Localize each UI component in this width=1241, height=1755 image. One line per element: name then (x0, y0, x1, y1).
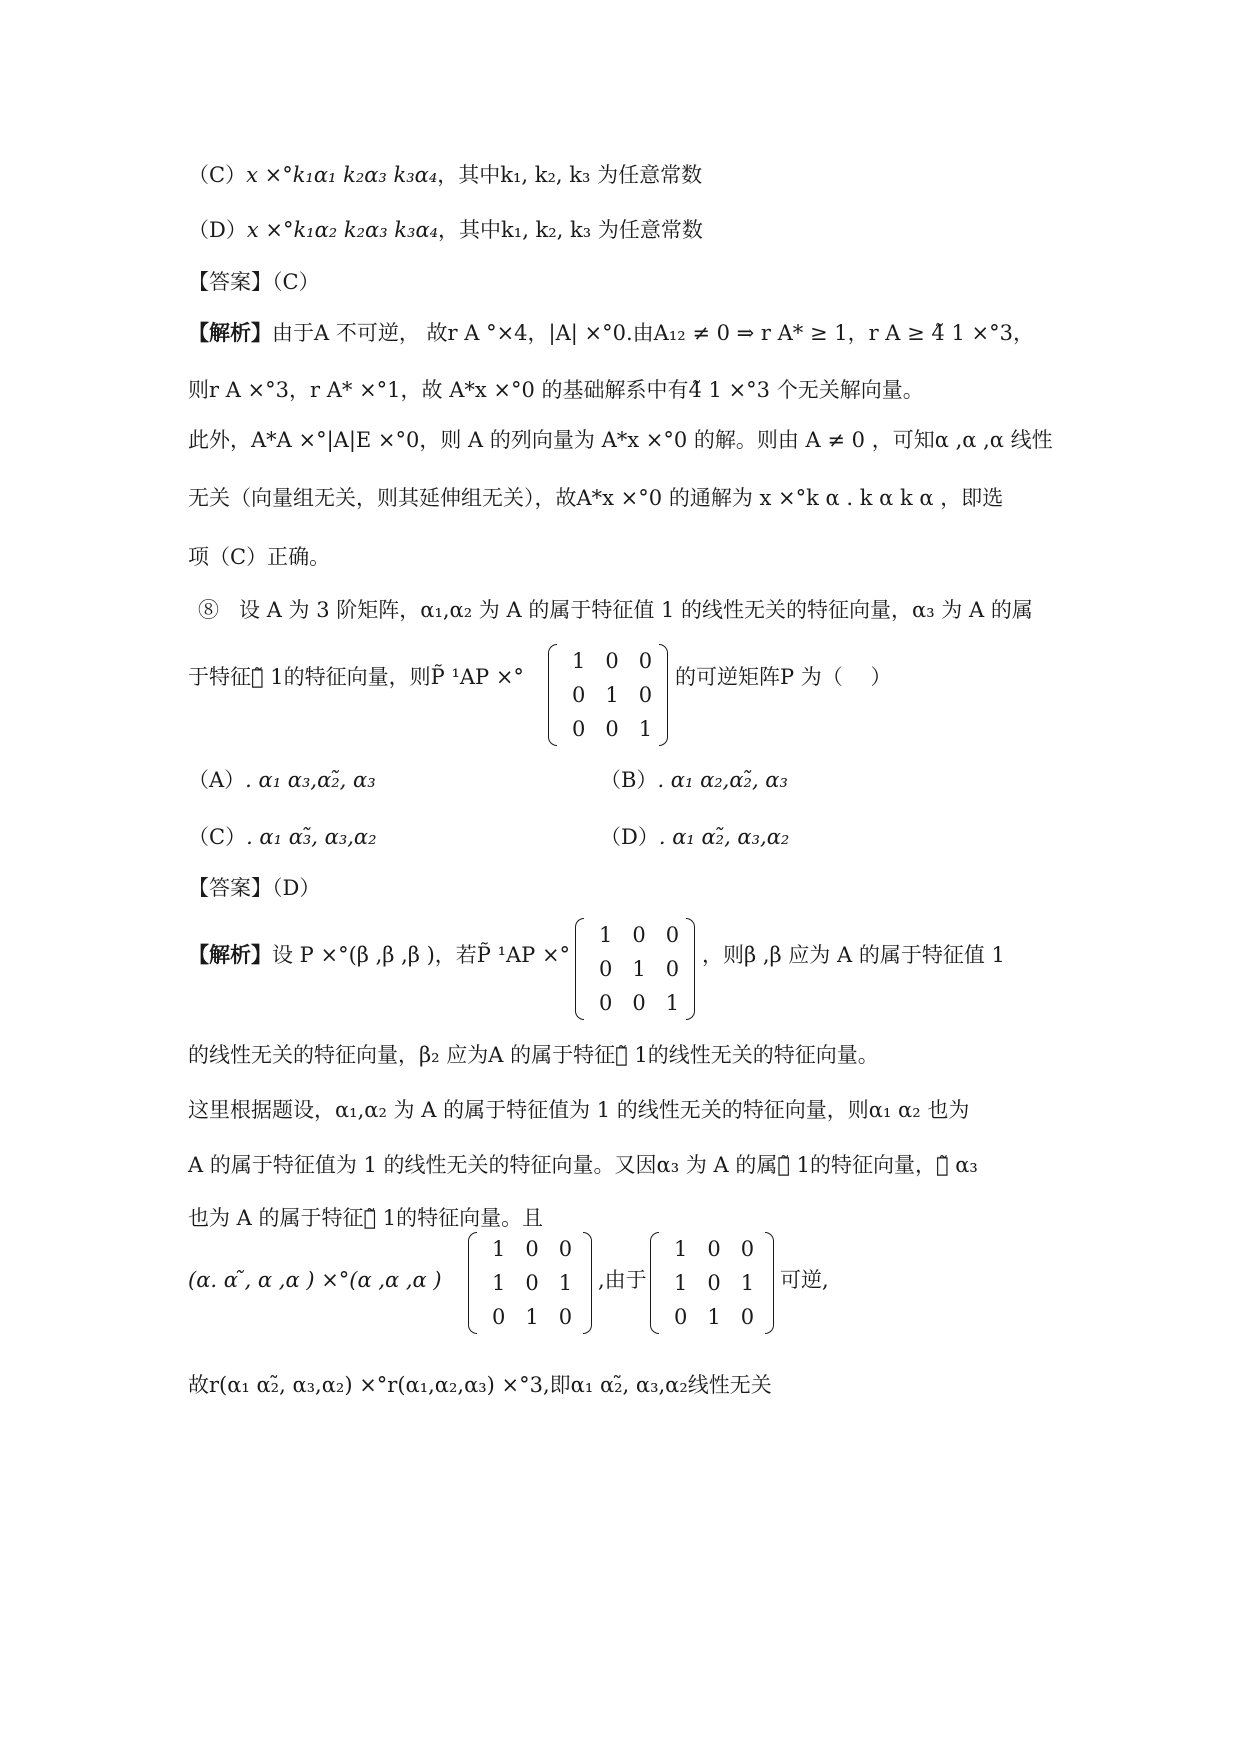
question-8-line-2-tail (675, 662, 891, 692)
analysis-text: 无关（向量组无关，则其延伸组无关），故A*x ×°0 的通解为 x ×°k α . k α k α ，即选 (188, 486, 1004, 510)
matrix-grid (562, 644, 662, 746)
matrix-cell: 0 (674, 1305, 688, 1329)
analysis-text: 设 P ×°(β ,β ,β )，若P̃ ¹AP ×° (272, 943, 571, 967)
matrix-cell: 0 (632, 991, 646, 1015)
matrix-cell: 0 (605, 717, 619, 741)
analysis2-line-1-tail (702, 940, 1005, 970)
option-label: （D） (188, 218, 247, 242)
analysis-text: 的线性无关的特征向量，β₂ 应为A 的属于特征值̃ 1的线性无关的特征向量。 (188, 1043, 879, 1067)
analysis2-line-1 (188, 940, 570, 970)
answer-value: （D） (272, 876, 321, 900)
equation-text: ,由于 (598, 1268, 647, 1292)
analysis2-line-4 (188, 1150, 978, 1180)
matrix-cell: 0 (740, 1237, 755, 1261)
analysis-line-4 (188, 483, 1003, 513)
analysis2-line-5 (188, 1203, 543, 1233)
option-expression: x ×°k₁α₂ k₂α₃ k₃α₄ (246, 218, 439, 242)
answer-line (188, 873, 320, 903)
matrix-cell: 1 (525, 1305, 539, 1329)
matrix-cell: 0 (707, 1237, 721, 1261)
matrix-cell: 1 (558, 1271, 573, 1295)
question-8-line-2 (188, 662, 524, 692)
matrix-cell: 0 (558, 1305, 573, 1329)
equation-mid (598, 1265, 647, 1295)
matrix-left-bracket (650, 1232, 659, 1334)
question-matrix (548, 644, 668, 746)
analysis-line-1 (188, 318, 1034, 348)
choice-expression: . α₁ α₃,α₂̃, α₃ (245, 768, 376, 792)
question-text: 的可逆矩阵P 为（ ） (675, 665, 892, 689)
answer-label: 【答案】 (188, 876, 272, 900)
analysis-matrix (575, 918, 695, 1020)
option-tail: ，其中k₁, k₂, k₃ 为任意常数 (438, 218, 703, 242)
matrix-cell: 0 (707, 1271, 721, 1295)
analysis2-line-7 (188, 1370, 772, 1400)
equation-lhs (188, 1265, 442, 1295)
question-text: 于特征值̃ 1的特征向量，则P̃ ¹AP ×° (188, 665, 524, 689)
analysis2-line-2 (188, 1040, 879, 1070)
matrix-cell: 0 (525, 1271, 539, 1295)
matrix-cell: 0 (599, 991, 613, 1015)
matrix-right-bracket (765, 1232, 774, 1334)
matrix-cell: 0 (605, 649, 619, 673)
option-c-line (188, 160, 702, 190)
matrix-grid (482, 1232, 582, 1334)
analysis-line-3 (188, 425, 1053, 455)
matrix-cell: 1 (572, 649, 586, 673)
analysis-text: A 的属于特征值为 1 的线性无关的特征向量。又因α₃ 为 A 的属于̃ 1的特征向量，则̃ α₃ (188, 1153, 978, 1177)
analysis-label: 【解析】 (188, 320, 272, 345)
matrix-cell: 0 (492, 1305, 506, 1329)
option-tail: ，其中k₁, k₂, k₃ 为任意常数 (437, 163, 703, 187)
choice-label: （C） (188, 825, 247, 849)
answer-value: （C） (272, 270, 320, 294)
question-number: ⑧ (198, 598, 219, 622)
matrix-cell: 0 (638, 649, 653, 673)
choice-label: （B） (600, 768, 658, 792)
matrix-cell: 0 (572, 683, 586, 707)
choice-a (188, 765, 376, 795)
analysis-text: 这里根据题设，α₁,α₂ 为 A 的属于特征值为 1 的线性无关的特征向量，则α₁ α₂ 也为 (188, 1098, 970, 1122)
matrix-cell: 1 (740, 1271, 755, 1295)
analysis2-line-3 (188, 1095, 969, 1125)
choice-expression: . α₁ α₃̃, α₃,α₂ (246, 825, 377, 849)
answer-line (188, 267, 320, 297)
matrix-grid (589, 918, 689, 1020)
matrix-cell: 1 (599, 923, 613, 947)
choice-label: （D） (600, 825, 659, 849)
matrix-right-bracket (583, 1232, 592, 1334)
matrix-cell: 0 (665, 957, 680, 981)
analysis-line-5 (188, 542, 330, 572)
matrix-cell: 0 (525, 1237, 539, 1261)
analysis-line-2 (188, 375, 924, 405)
analysis-text: 也为 A 的属于特征值̃ 1的特征向量。且 (188, 1206, 544, 1230)
matrix-cell: 1 (638, 717, 653, 741)
analysis-text: 此外，A*A ×°|A|E ×°0，则 A 的列向量为 A*x ×°0 的解。则由 A ≠ 0 ，可知α ,α ,α 线性 (188, 428, 1053, 452)
matrix-cell: 1 (492, 1271, 506, 1295)
equation-text: 可逆, (780, 1268, 829, 1292)
choice-expression: . α₁ α₂,α₂̃, α₃ (657, 768, 788, 792)
matrix-cell: 0 (599, 957, 613, 981)
matrix-left-bracket (575, 918, 584, 1020)
choice-d (600, 822, 789, 852)
matrix-cell: 0 (572, 717, 586, 741)
matrix-left-bracket (468, 1232, 477, 1334)
choice-label: （A） (188, 768, 246, 792)
matrix-cell: 1 (674, 1237, 688, 1261)
analysis-text: 故r(α₁ α₂̃, α₃,α₂) ×°r(α₁,α₂,α₃) ×°3,即α₁ α₂̃, α₃,α₂线性无关 (188, 1373, 772, 1397)
analysis-text: ，则β ,β 应为 A 的属于特征值 1 (702, 943, 1005, 967)
equation-text: (α. α ̃, α ,α ) ×°(α ,α ,α ) (188, 1268, 442, 1292)
matrix-cell: 0 (558, 1237, 573, 1261)
choice-c (188, 822, 377, 852)
equation-tail (780, 1265, 829, 1295)
matrix-cell: 0 (665, 923, 680, 947)
matrix-cell: 0 (632, 923, 646, 947)
analysis-text: 项（C）正确。 (188, 545, 331, 569)
equation-matrix-1 (468, 1232, 592, 1334)
matrix-cell: 0 (638, 683, 653, 707)
matrix-cell: 1 (605, 683, 619, 707)
matrix-right-bracket (686, 918, 695, 1020)
matrix-grid (664, 1232, 764, 1334)
matrix-cell: 1 (665, 991, 680, 1015)
matrix-cell: 1 (674, 1271, 688, 1295)
option-d-line (188, 215, 703, 245)
matrix-cell: 1 (632, 957, 646, 981)
choice-b (600, 765, 788, 795)
choice-expression: . α₁ α₂̃, α₃,α₂ (658, 825, 790, 849)
matrix-cell: 1 (707, 1305, 721, 1329)
analysis-text: 则r A ×°3，r A* ×°1，故 A*x ×°0 的基础解系中有4̃ 1 ×°3 个无关解向量。 (188, 378, 924, 402)
answer-label: 【答案】 (188, 270, 272, 294)
question-8-line-1 (198, 595, 1033, 625)
question-text: 设 A 为 3 阶矩阵，α₁,α₂ 为 A 的属于特征值 1 的线性无关的特征向量，α₃ 为 A 的属 (239, 598, 1033, 622)
matrix-right-bracket (659, 644, 668, 746)
equation-matrix-2 (650, 1232, 774, 1334)
matrix-cell: 0 (740, 1305, 755, 1329)
analysis-text: 由于A 不可逆， 故r A °×4，|A| ×°0.由A₁₂ ≠ 0 ⇒ r A* ≥ 1，r A ≥ 4̃ 1 ×°3， (272, 321, 1034, 345)
option-label: （C） (188, 163, 247, 187)
matrix-cell: 1 (492, 1237, 506, 1261)
matrix-left-bracket (548, 644, 557, 746)
analysis-label: 【解析】 (188, 942, 272, 967)
option-expression: x ×°k₁α₁ k₂α₃ k₃α₄ (246, 163, 438, 187)
